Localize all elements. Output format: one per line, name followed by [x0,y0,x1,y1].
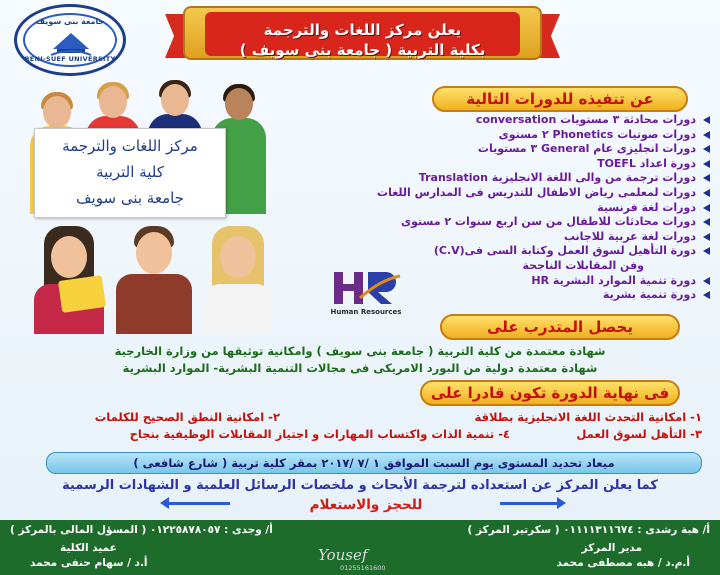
director-title: مدير المركز [581,542,642,554]
course-item [280,288,710,303]
course-label: دورات انجليزى عام General ٣ مستويات [477,142,696,156]
sign-line-3: جامعة بنى سويف [76,189,184,207]
course-label: دورات لمعلمى رياض الاطفال للتدريس فى المدارس اللغات [377,185,696,199]
course-item [280,201,710,216]
bullet-arrow-icon [703,189,710,197]
student-figure [112,226,196,334]
skill-item: ٤- تنمية الذات واكتساب المهارات و اجتياز المقابلات الوظيفية بنجاح [129,427,510,441]
logo-building-icon [49,27,93,57]
course-item [280,128,710,143]
hr-logo-caption: Human Resources [330,308,402,316]
bullet-arrow-icon [703,116,710,124]
title-banner [165,4,560,66]
outcomes-header [420,380,680,406]
bullet-arrow-icon [703,160,710,168]
skill-item: ٢- امكانية النطق الصحيح للكلمات [94,410,280,424]
bullet-arrow-icon [703,145,710,153]
course-label: دورة اعداد TOEFL [597,156,696,170]
trainee-header-text: يحصل المتدرب على [487,318,633,336]
course-item [280,113,710,128]
student-figure [30,226,108,334]
course-label: وفن المقابلات الناجحة [522,258,644,272]
courses-list [280,113,710,303]
university-logo [14,4,126,76]
course-label: دورات لغة فرنسية [597,200,696,214]
course-label: دورات صوتيات Phonetics ٢ مستوى [498,127,696,141]
banner-line-2: بكلية التربية ( جامعة بنى سويف ) [239,41,486,59]
placement-test-date: ميعاد تحديد المستوى يوم السبت الموافق ١ /٧ /٢٠١٧ بمقر كلية تربية ( شارع شافعى ) [46,452,702,474]
student-figure [198,226,278,334]
course-item [280,259,710,274]
course-item [280,215,710,230]
designer-signature [300,544,420,574]
skill-item: ١- امكانية التحدث اللغة الانجليزية بطلاقة [474,410,702,424]
dean-title: عميد الكلية [60,542,117,554]
course-item [280,230,710,245]
course-item [280,244,710,259]
arrow-right-icon [500,502,558,505]
translation-services-line: كما يعلن المركز عن استعداده لترجمة الأبحاث و ملخصات الرسائل العلمية و الشهادات الرسمية [62,478,658,493]
director-name: أ.م.د / هبه مصطفى محمد [556,557,690,569]
center-sign [34,128,226,218]
course-label: دورات محادثات للاطفال من سن اربع سنوات ٢ مستوى [401,215,696,229]
signature-text: Yousef [318,546,368,564]
trainee-header [440,314,680,340]
outcomes-header-text: فى نهاية الدورة تكون قادرا على [430,384,670,402]
booking-bar [0,499,720,517]
bullet-arrow-icon [703,218,710,226]
skill-item: ٣- التأهل لسوق العمل [576,427,702,441]
logo-english-text: BENI-SUEF UNIVERSITY [24,55,116,63]
logo-arabic-text: جامعة بنى سويف [35,17,105,26]
course-item [280,142,710,157]
course-label: دورة تنمية بشرية [602,288,696,302]
course-item [280,186,710,201]
bullet-arrow-icon [703,277,710,285]
footer-contacts [0,520,720,575]
certificate-line: شهادة معتمدة دولية من البورد الامريكى فى مجالات التنمية البشرية- الموارد البشرية [122,361,598,375]
booking-text: للحجز والاستعلام [309,497,423,513]
bullet-arrow-icon [703,233,710,241]
course-item [280,171,710,186]
course-label: دورات ترجمة من والى اللغة الانجليزية Translation [418,171,696,185]
bullet-arrow-icon [703,204,710,212]
bullet-arrow-icon [703,174,710,182]
courses-header-text: عن تنفيذه للدورات التالية [466,90,654,108]
sign-line-2: كلية التربية [96,163,164,181]
course-item [280,274,710,289]
arrow-left-icon [168,502,230,505]
course-label: دورة تنمية الموارد البشرية HR [531,273,696,287]
courses-header [432,86,688,112]
signature-number: 01255161600 [340,564,386,572]
course-label: دورات لغة عربية للاجانب [563,229,696,243]
course-label: دورات محادثة ٣ مستويات conversation [475,113,696,126]
banner-inner [205,12,520,59]
sign-line-1: مركز اللغات والترجمة [62,137,198,155]
students-photo [30,226,278,334]
secretary-contact: أ/ هبة رشدى : ٠١١١١٣١١٦٧٤ ( سكرتير المركز ) [467,524,710,536]
bullet-arrow-icon [703,291,710,299]
banner-line-1: يعلن مركز اللغات والترجمة [263,21,462,39]
course-label: دورة التأهيل لسوق العمل وكتابة السى فى(C.V) [433,244,696,258]
finance-contact: أ/ وجدى : ٠١٢٢٥٨٧٨٠٥٧ ( المسؤل المالى بالمركز ) [10,524,273,536]
bullet-arrow-icon [703,131,710,139]
course-item [280,157,710,172]
dean-name: أ.د / سهام حنفى محمد [30,557,148,569]
bullet-arrow-icon [703,247,710,255]
certificate-line: شهادة معتمدة من كلية التربية ( جامعة بنى سويف ) وامكانية توثيقها من وزارة الخارجية [114,344,606,358]
